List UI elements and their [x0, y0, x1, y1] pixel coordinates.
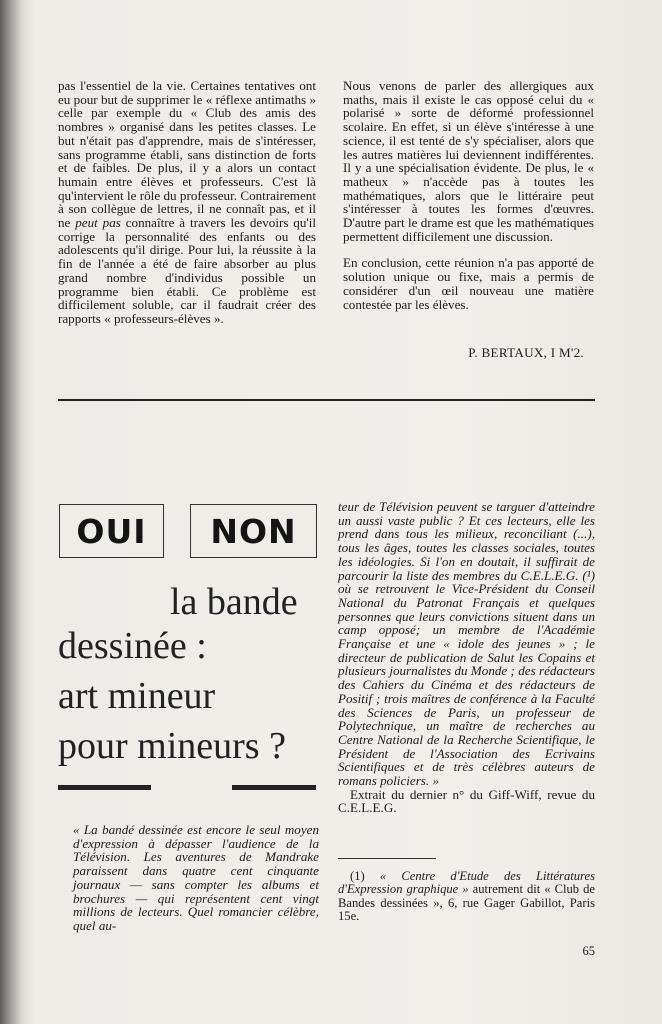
bottom-left-column	[73, 823, 319, 933]
footnote	[338, 870, 595, 924]
article-title-line-1: la bande	[170, 581, 298, 623]
footnote-text: (1) « Centre d'Etude des Littératures d'Expression graphique » autrement dit « Club de Bandes dessinées », 6, rue Gager Gabillot, Paris 15e.	[338, 869, 595, 924]
section-divider	[58, 399, 595, 401]
page-number: 65	[582, 944, 595, 958]
quote-paragraph-start: « La bandé dessinée est encore le seul moyen d'expression à dépasser l'audience de la Télévision. Les aventures de Mandrake paraissent dans quatre cent cinquante journaux — sans compter les albums et brochures — qui représentent cent vingt millions de lecteurs. Quel romancier célèbre, quel au-	[73, 822, 319, 933]
oui-box: OUI	[59, 504, 164, 558]
top-right-paragraph-2: En conclusion, cette réunion n'a pas apporté de solution unique ou fixe, mais a permis de considérer d'un œil nouveau une matière contestée par les élèves.	[343, 255, 594, 312]
top-right-paragraph-1: Nous venons de parler des allergiques aux maths, mais il existe le cas opposé celui du « polarisé » sorte de déformé professionnel scolaire. En effet, si un élève s'intéresse à une science, il est tenté de s'y spécialiser, alors que les autres matières lui deviennent indifférentes. Il y a une spécialisation évidente. De plus, le « matheux » n'accède pas à toutes les mathématiques, alors que le littéraire peut s'intéresser à toutes les formes d'œuvres. D'autre part le drame est que les mathématiques permettent difficilement une discussion.	[343, 78, 594, 244]
footnote-rule	[338, 858, 436, 859]
top-left-paragraph: pas l'essentiel de la vie. Certaines tentatives ont eu pour but de supprimer le « réflexe antimaths » celle par exemple du « Club des amis des nombres » organisé dans les petites classes. Le but n'était pas d'apprendre, mais de s'intéresser, sans programme établi, sans distinction de forts et de faibles. De plus, il y a alors un contact humain entre élèves et professeurs. C'est là qu'intervient le rôle du professeur. Contrairement à son collègue de lettres, il ne connaît pas, et il ne peut pas connaître à travers les devoirs qu'il corrige la personnalité des enfants ou des adolescents qu'il dirige. Pour lui, la réussite à la fin de l'année a été de faire absorber au plus grand nombre d'individus possible un programme bien établi. Ce problème est difficilement soluble, car il faudrait créer des rapports « professeurs-élèves ».	[58, 78, 317, 326]
author-signature: P. BERTAUX, I M'2.	[468, 345, 584, 360]
emphasis-peut-pas: peut pas	[75, 215, 121, 231]
non-box: NON	[190, 504, 317, 558]
article-title-line-2: dessinée :	[58, 625, 207, 667]
article-title-line-4: pour mineurs ?	[58, 725, 286, 767]
title-dash-left	[58, 785, 151, 790]
title-dash-right	[232, 785, 316, 790]
bottom-right-column	[338, 500, 595, 815]
top-right-column	[343, 79, 594, 311]
top-left-column	[58, 79, 316, 326]
source-extract: Extrait du dernier n° du Giff-Wiff, revue du C.E.L.E.G.	[338, 786, 595, 816]
article-title-line-3: art mineur	[58, 675, 216, 717]
quote-paragraph-continued: teur de Télévision peuvent se targuer d'atteindre un aussi vaste public ? Et ces lecteurs, elle les prend dans tous les milieux, reconciliant (...), tous les âges, toutes les classes sociales, toutes les idéologies. Si l'on en doutait, il suffirait de parcourir la liste des membres du C.E.L.E.G. (¹) où se retrouvent le Vice-Président du Conseil National du Patronat Français et quelques personnes que leurs convictions situent dans un camp opposé; un membre de l'Académie Française et une « idole des jeunes » ; le directeur de publication de Salut les Copains et plusieurs journalistes du Monde ; des rédacteurs des Cahiers du Cinéma et des rédacteurs de Positif ; trois maîtres de conférence à la Faculté des Sciences de Paris, un professeur de Polytechnique, un maître de recherches au Centre National de la Recherche Scientifique, le Président de l'Association des Ecrivains Scientifiques et de très célèbres auteurs de romans policiers. »	[338, 499, 595, 789]
